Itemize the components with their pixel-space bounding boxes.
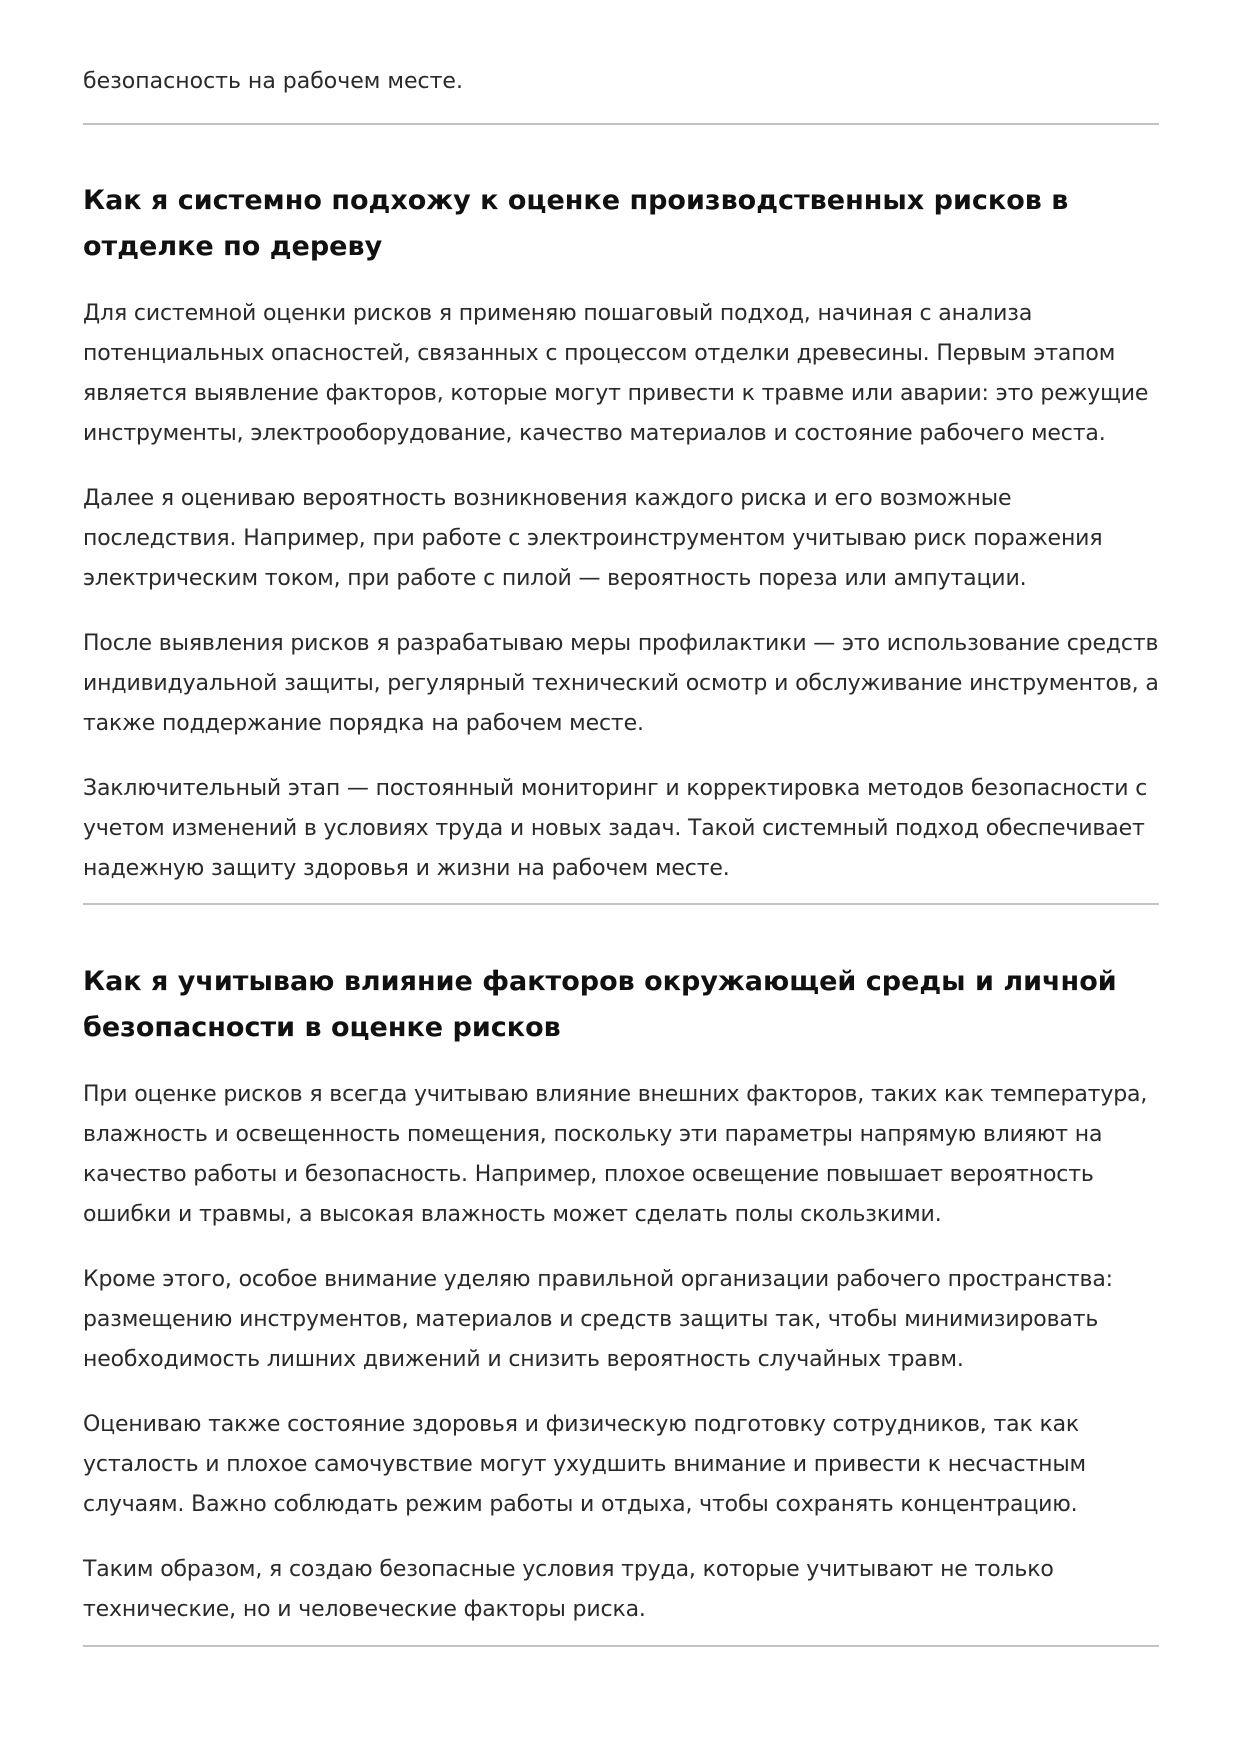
section-heading: Как я системно подхожу к оценке производственных рисков в отделке по дереву xyxy=(83,185,1069,262)
paragraph: После выявления рисков я разрабатываю меры профилактики — это использование средств индивидуальной защиты, регулярный технический осмотр и обслуживание инструментов, а также поддержание порядка на рабочем месте. xyxy=(83,631,1159,736)
paragraph: Оцениваю также состояние здоровья и физическую подготовку сотрудников, так как усталость и плохое самочувствие могут ухудшить внимание и привести к несчастным случаям. Важно соблюдать режим работы и отдыха, чтобы сохранять концентрацию. xyxy=(83,1412,1087,1517)
section-risk-assessment xyxy=(83,178,1159,889)
paragraph: Для системной оценки рисков я применяю пошаговый подход, начиная с анализа потенциальных опасностей, связанных с процессом отделки древесины. Первым этапом является выявление факторов, которые могут привести к травме или аварии: это режущие инструменты, электрооборудование, качество материалов и состояние рабочего места. xyxy=(83,301,1149,446)
document-page xyxy=(83,0,1159,1647)
paragraph: Кроме этого, особое внимание уделяю правильной организации рабочего пространства: размещению инструментов, материалов и средств защиты так, чтобы минимизировать необходимость лишних движений и снизить вероятность случайных травм. xyxy=(83,1267,1113,1372)
section-heading: Как я учитываю влияние факторов окружающей среды и личной безопасности в оценке рисков xyxy=(83,966,1117,1043)
paragraph: Заключительный этап — постоянный мониторинг и корректировка методов безопасности с учетом изменений в условиях труда и новых задач. Такой системный подход обеспечивает надежную защиту здоровья и жизни на рабочем месте. xyxy=(83,776,1148,881)
paragraph: Далее я оцениваю вероятность возникновения каждого риска и его возможные последствия. Например, при работе с электроинструментом учитываю риск поражения электрическим током, при работе с пилой — вероятность пореза или ампутации. xyxy=(83,486,1103,591)
paragraph: Таким образом, я создаю безопасные условия труда, которые учитывают не только технические, но и человеческие факторы риска. xyxy=(83,1557,1054,1622)
section-divider xyxy=(83,123,1159,125)
section-divider xyxy=(83,1645,1159,1647)
lead-paragraph: безопасность на рабочем месте. xyxy=(83,69,463,94)
paragraph: При оценке рисков я всегда учитываю влияние внешних факторов, таких как температура, влажность и освещенность помещения, поскольку эти параметры напрямую влияют на качество работы и безопасность. Например, плохое освещение повышает вероятность ошибки и травмы, а высокая влажность может сделать полы скользкими. xyxy=(83,1082,1148,1227)
section-divider xyxy=(83,903,1159,905)
section-environment-factors xyxy=(83,959,1159,1630)
